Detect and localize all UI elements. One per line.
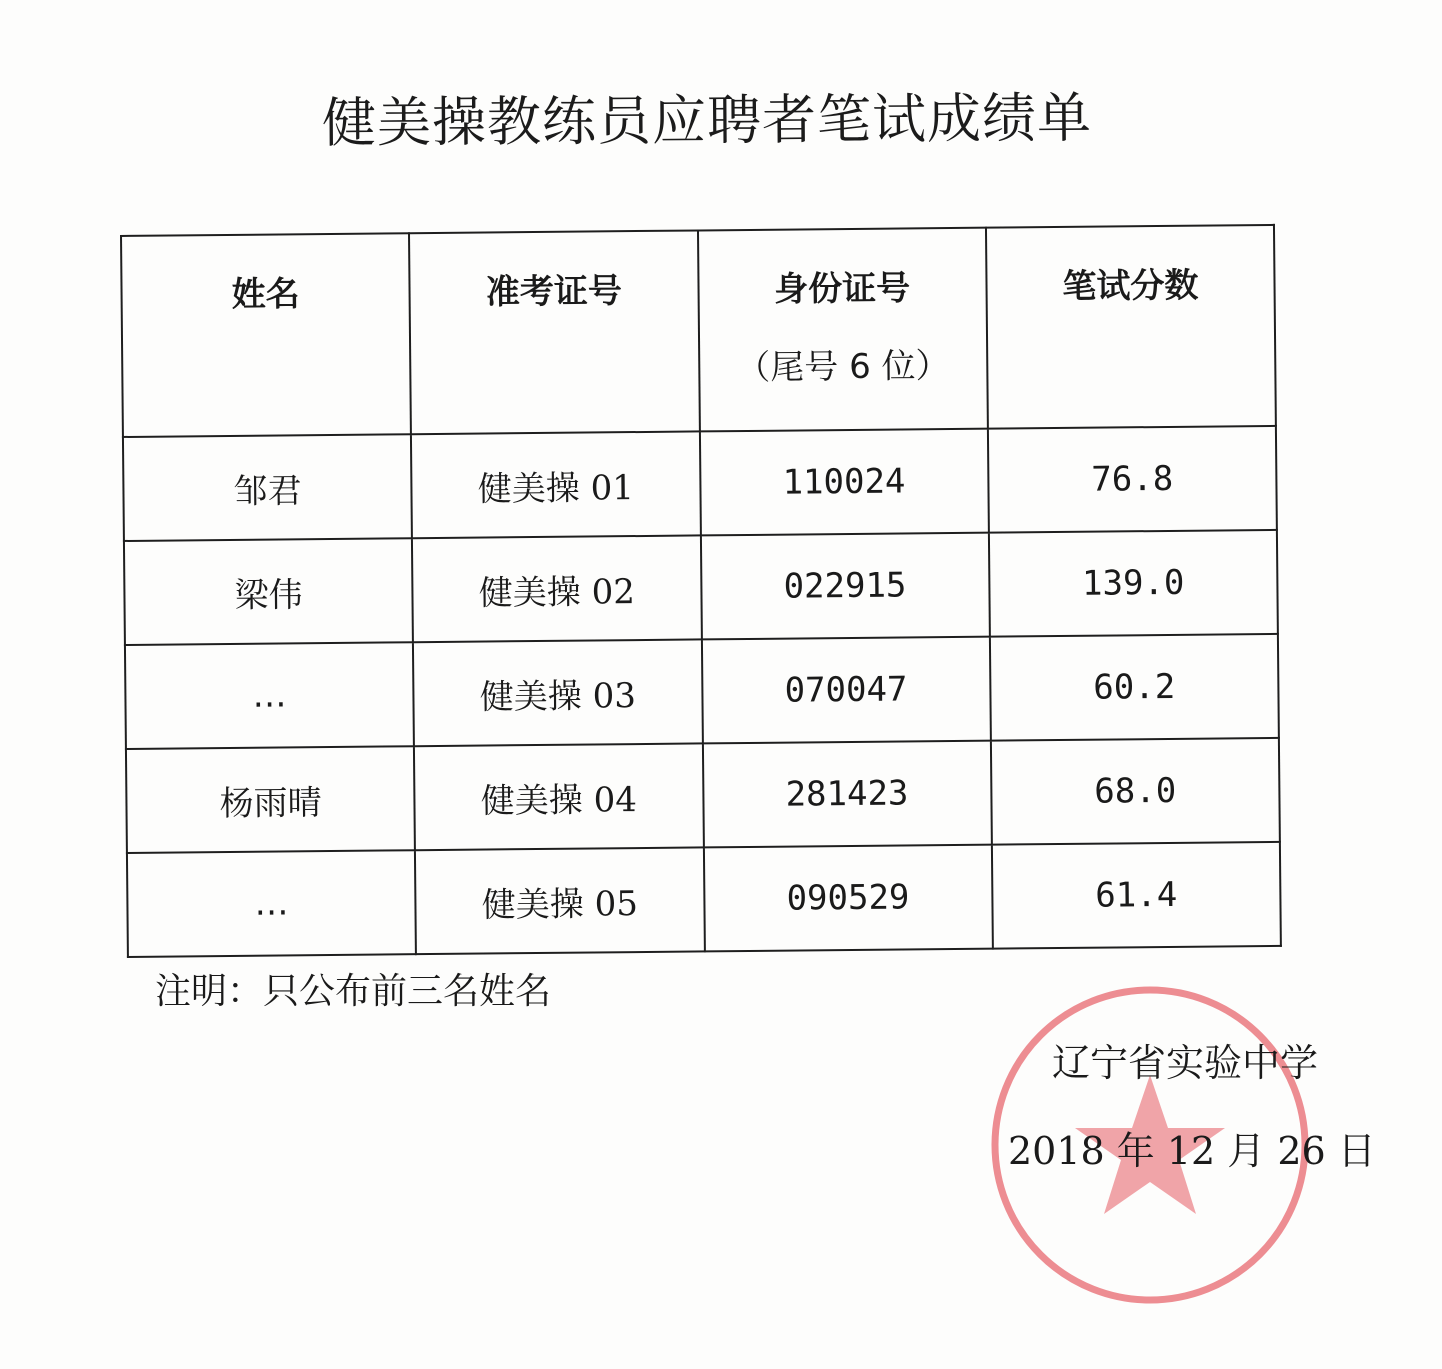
cell-exam-no: 健美操 03: [413, 639, 702, 746]
cell-id-no: 022915: [700, 533, 989, 640]
header-exam-no: 准考证号: [409, 230, 699, 434]
cell-exam-no: 健美操 04: [414, 743, 703, 850]
cell-name: 梁伟: [124, 538, 413, 645]
cell-score: 68.0: [991, 738, 1280, 845]
cell-exam-no: 健美操 01: [411, 431, 700, 538]
table-row: [127, 842, 1281, 957]
cell-name: …: [127, 850, 416, 957]
header-id-no: [697, 228, 987, 432]
header-score: 笔试分数: [986, 225, 1276, 429]
score-table-container: [120, 224, 1297, 958]
cell-id-no: 070047: [701, 637, 990, 744]
table-row: [125, 634, 1279, 749]
score-table: [120, 224, 1282, 958]
table-row: [126, 738, 1280, 853]
cell-name: 杨雨晴: [126, 746, 415, 853]
header-id-no-line2: （尾号 6 位）: [736, 346, 950, 389]
table-row: [123, 426, 1277, 541]
cell-exam-no: 健美操 02: [412, 535, 701, 642]
footnote: 注明：只公布前三名姓名: [155, 971, 552, 1012]
header-id-no-line1: 身份证号: [773, 268, 911, 310]
table-row: [124, 530, 1278, 645]
cell-score: 76.8: [988, 426, 1277, 533]
table-header-row: [121, 225, 1276, 437]
cell-score: 139.0: [989, 530, 1278, 637]
cell-id-no: 110024: [699, 429, 988, 536]
document-title: 健美操教练员应聘者笔试成绩单: [321, 86, 1093, 155]
cell-score: 60.2: [990, 634, 1279, 741]
cell-id-no: 090529: [703, 845, 992, 952]
cell-name: …: [125, 642, 414, 749]
cell-id-no: 281423: [702, 741, 991, 848]
signature-organization: 辽宁省实验中学: [1052, 1041, 1319, 1085]
header-name: 姓名: [121, 233, 411, 437]
cell-name: 邹君: [123, 434, 412, 541]
cell-exam-no: 健美操 05: [415, 847, 704, 954]
cell-score: 61.4: [992, 842, 1281, 949]
signature-date: 2018 年 12 月 26 日: [1008, 1129, 1376, 1173]
